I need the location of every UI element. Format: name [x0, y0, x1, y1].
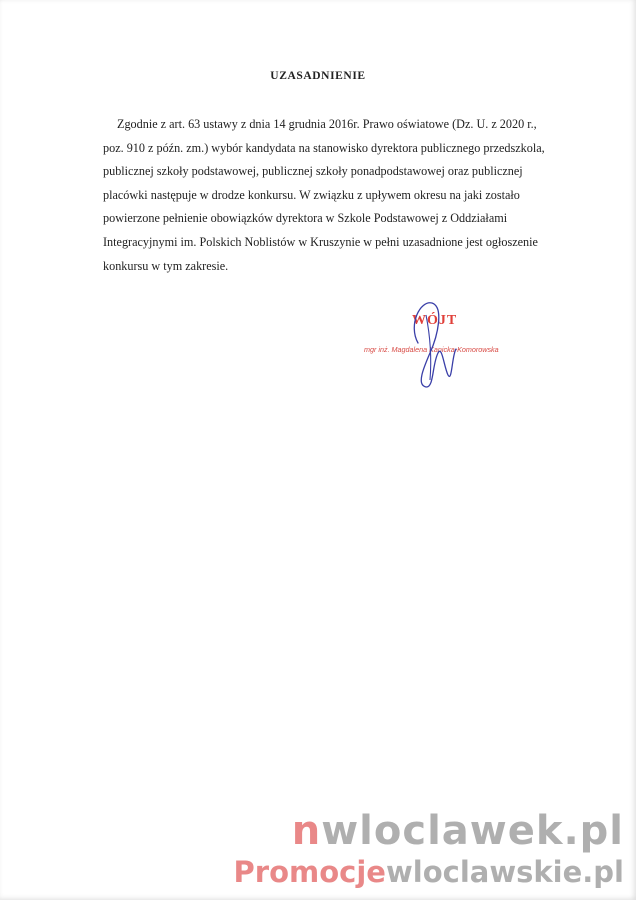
stamp-name: mgr inż. Magdalena Kanicka-Komorowska	[364, 345, 499, 354]
handwritten-signature	[360, 295, 540, 395]
body-line: placówki następuje w drodze konkursu. W związku z upływem okresu na jaki zostało	[103, 187, 520, 202]
body-line: Zgodnie z art. 63 ustawy z dnia 14 grudnia 2016r. Prawo oświatowe (Dz. U. z 2020 r.,	[117, 117, 537, 131]
body-line: poz. 910 z późn. zm.) wybór kandydata na stanowisko dyrektora publicznego przedszkola,	[103, 140, 545, 155]
watermark-promo-name: wloclawskie.pl	[385, 855, 624, 889]
body-line: Integracyjnymi im. Polskich Noblistów w Kruszynie w pełni uzasadnione jest ogłoszenie	[103, 234, 538, 249]
body-line: konkursu w tym zakresie.	[103, 258, 229, 273]
watermark-site	[292, 808, 624, 854]
document-body	[103, 113, 565, 278]
watermark-promo-prefix: Promocje	[233, 855, 386, 889]
signature-block	[360, 295, 540, 395]
document-title: UZASADNIENIE	[270, 70, 366, 82]
body-line: powierzone pełnienie obowiązków dyrektora w Szkole Podstawowej z Oddziałami	[103, 211, 508, 226]
watermark-promo	[234, 855, 624, 889]
watermark-site-name: wloclawek.pl	[321, 808, 624, 854]
body-line: publicznej szkoły podstawowej, publicznej szkoły ponadpodstawowej oraz publicznej	[103, 164, 523, 179]
stamp-role: WÓJT	[412, 313, 458, 328]
watermark-site-prefix: n	[291, 808, 322, 854]
